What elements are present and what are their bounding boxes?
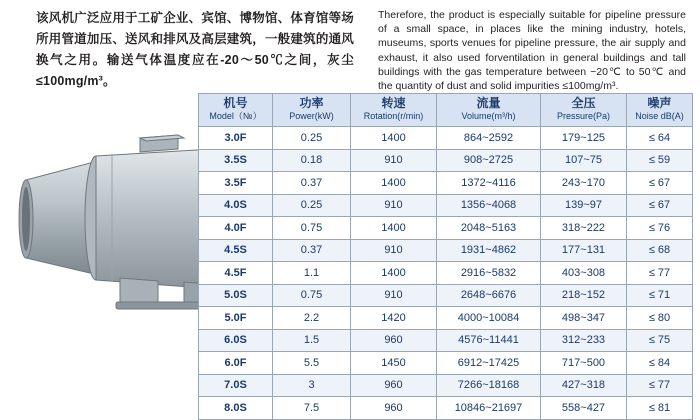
- cell-volume: 6912~17425: [437, 352, 541, 375]
- cell-pressure: 403~308: [541, 262, 627, 285]
- specification-table-wrap: [198, 93, 692, 420]
- cell-volume: 1372~4116: [437, 172, 541, 195]
- col-header-pressure: [541, 94, 627, 127]
- col-header-power: [273, 94, 351, 127]
- cell-model: 7.0S: [199, 374, 273, 397]
- cell-noise: ≤ 80: [627, 307, 693, 330]
- table-row: [199, 127, 693, 150]
- cell-pressure: 107~75: [541, 149, 627, 172]
- cell-power: 0.25: [273, 127, 351, 150]
- cell-rotation: 1420: [351, 307, 437, 330]
- table-row: [199, 284, 693, 307]
- cell-rotation: 910: [351, 284, 437, 307]
- cell-model: 3.5S: [199, 149, 273, 172]
- col-header-pressure-cn: 全压: [571, 96, 596, 110]
- table-row: [199, 352, 693, 375]
- cell-power: 2.2: [273, 307, 351, 330]
- table-row: [199, 329, 693, 352]
- intro-paragraph-english: Therefore, the product is especially suitable for pipeline pressure of a small space, in places like the mining industry, hotels, museums, sports venues for pipeline pressure, the air supply and exhaust, it also used forventilation in general buildings and tall buildings with the gas temperature between −20℃ to 50℃ and the quantity of dust and solid impurities ≤100mg/m³.: [378, 9, 686, 93]
- cell-pressure: 498~347: [541, 307, 627, 330]
- cell-noise: ≤ 68: [627, 239, 693, 262]
- col-header-model-en: Model（№）: [209, 111, 262, 121]
- cell-rotation: 960: [351, 329, 437, 352]
- cell-noise: ≤ 67: [627, 172, 693, 195]
- cell-model: 3.5F: [199, 172, 273, 195]
- fan-rear-duct: [19, 162, 94, 274]
- table-body: [199, 127, 693, 420]
- col-header-rotation-en: Rotation(r/min): [363, 111, 424, 121]
- cell-power: 1.5: [273, 329, 351, 352]
- cell-model: 5.0S: [199, 284, 273, 307]
- col-header-noise: [627, 94, 693, 127]
- cell-power: 0.18: [273, 149, 351, 172]
- header-row: [199, 94, 693, 127]
- cell-pressure: 318~222: [541, 217, 627, 240]
- cell-volume: 2648~6676: [437, 284, 541, 307]
- col-header-volume: [437, 94, 541, 127]
- cell-power: 1.1: [273, 262, 351, 285]
- col-header-noise-en: Noise dB(A): [635, 111, 684, 121]
- cell-model: 4.5S: [199, 239, 273, 262]
- col-header-volume-cn: 流量: [476, 96, 501, 110]
- col-header-noise-cn: 噪声: [647, 96, 672, 110]
- cell-model: 4.5F: [199, 262, 273, 285]
- cell-noise: ≤ 84: [627, 352, 693, 375]
- col-header-model: [199, 94, 273, 127]
- col-header-power-cn: 功率: [299, 96, 324, 110]
- cell-rotation: 910: [351, 149, 437, 172]
- cell-model: 6.0F: [199, 352, 273, 375]
- col-header-pressure-en: Pressure(Pa): [556, 111, 610, 121]
- table-row: [199, 397, 693, 420]
- cell-rotation: 960: [351, 397, 437, 420]
- table-row: [199, 217, 693, 240]
- cell-model: 6.0S: [199, 329, 273, 352]
- cell-pressure: 717~500: [541, 352, 627, 375]
- cell-volume: 908~2725: [437, 149, 541, 172]
- col-header-rotation-cn: 转速: [381, 96, 406, 110]
- cell-power: 7.5: [273, 397, 351, 420]
- intro-paragraph-chinese: 该风机广泛应用于工矿企业、宾馆、博物馆、体育馆等场所用管道加压、送风和排风及高层建筑，一般建筑的通风换气之用。输送气体温度应在-20～50℃之间，灰尘≤100mg/m³。: [36, 11, 354, 88]
- cell-noise: ≤ 71: [627, 284, 693, 307]
- cell-power: 5.5: [273, 352, 351, 375]
- cell-volume: 7266~18168: [437, 374, 541, 397]
- cell-noise: ≤ 77: [627, 262, 693, 285]
- col-header-model-cn: 机号: [223, 96, 248, 110]
- cell-model: 3.0F: [199, 127, 273, 150]
- specification-table: [198, 93, 693, 420]
- cell-noise: ≤ 64: [627, 127, 693, 150]
- cell-volume: 864~2592: [437, 127, 541, 150]
- cell-pressure: 179~125: [541, 127, 627, 150]
- cell-noise: ≤ 75: [627, 329, 693, 352]
- cell-noise: ≤ 67: [627, 194, 693, 217]
- cell-pressure: 218~152: [541, 284, 627, 307]
- cell-power: 0.75: [273, 217, 351, 240]
- table-row: [199, 374, 693, 397]
- col-header-power-en: Power(kW): [289, 111, 334, 121]
- cell-noise: ≤ 59: [627, 149, 693, 172]
- cell-volume: 1356~4068: [437, 194, 541, 217]
- cell-rotation: 1450: [351, 352, 437, 375]
- cell-pressure: 427~318: [541, 374, 627, 397]
- table-row: [199, 149, 693, 172]
- table-row: [199, 194, 693, 217]
- cell-volume: 2916~5832: [437, 262, 541, 285]
- fan-terminal-box: [140, 135, 184, 152]
- cell-power: 3: [273, 374, 351, 397]
- cell-power: 0.37: [273, 172, 351, 195]
- cell-pressure: 177~131: [541, 239, 627, 262]
- cell-pressure: 139~97: [541, 194, 627, 217]
- cell-volume: 10846~21697: [437, 397, 541, 420]
- cell-rotation: 1400: [351, 262, 437, 285]
- table-row: [199, 172, 693, 195]
- cell-noise: ≤ 81: [627, 397, 693, 420]
- cell-rotation: 960: [351, 374, 437, 397]
- cell-volume: 4000~10084: [437, 307, 541, 330]
- cell-model: 4.0F: [199, 217, 273, 240]
- cell-model: 8.0S: [199, 397, 273, 420]
- cell-pressure: 558~427: [541, 397, 627, 420]
- cell-pressure: 312~233: [541, 329, 627, 352]
- cell-model: 4.0S: [199, 194, 273, 217]
- cell-noise: ≤ 77: [627, 374, 693, 397]
- col-header-rotation: [351, 94, 437, 127]
- cell-pressure: 243~170: [541, 172, 627, 195]
- cell-model: 5.0F: [199, 307, 273, 330]
- cell-power: 0.25: [273, 194, 351, 217]
- table-row: [199, 239, 693, 262]
- cell-power: 0.37: [273, 239, 351, 262]
- cell-volume: 4576~11441: [437, 329, 541, 352]
- cell-volume: 2048~5163: [437, 217, 541, 240]
- col-header-volume-en: Volume(m³/h): [461, 111, 516, 121]
- cell-rotation: 1400: [351, 127, 437, 150]
- table-row: [199, 262, 693, 285]
- table-header: [199, 94, 693, 127]
- cell-rotation: 910: [351, 239, 437, 262]
- cell-rotation: 1400: [351, 172, 437, 195]
- cell-power: 0.75: [273, 284, 351, 307]
- cell-noise: ≤ 76: [627, 217, 693, 240]
- table-row: [199, 307, 693, 330]
- cell-volume: 1931~4862: [437, 239, 541, 262]
- cell-rotation: 910: [351, 194, 437, 217]
- cell-rotation: 1400: [351, 217, 437, 240]
